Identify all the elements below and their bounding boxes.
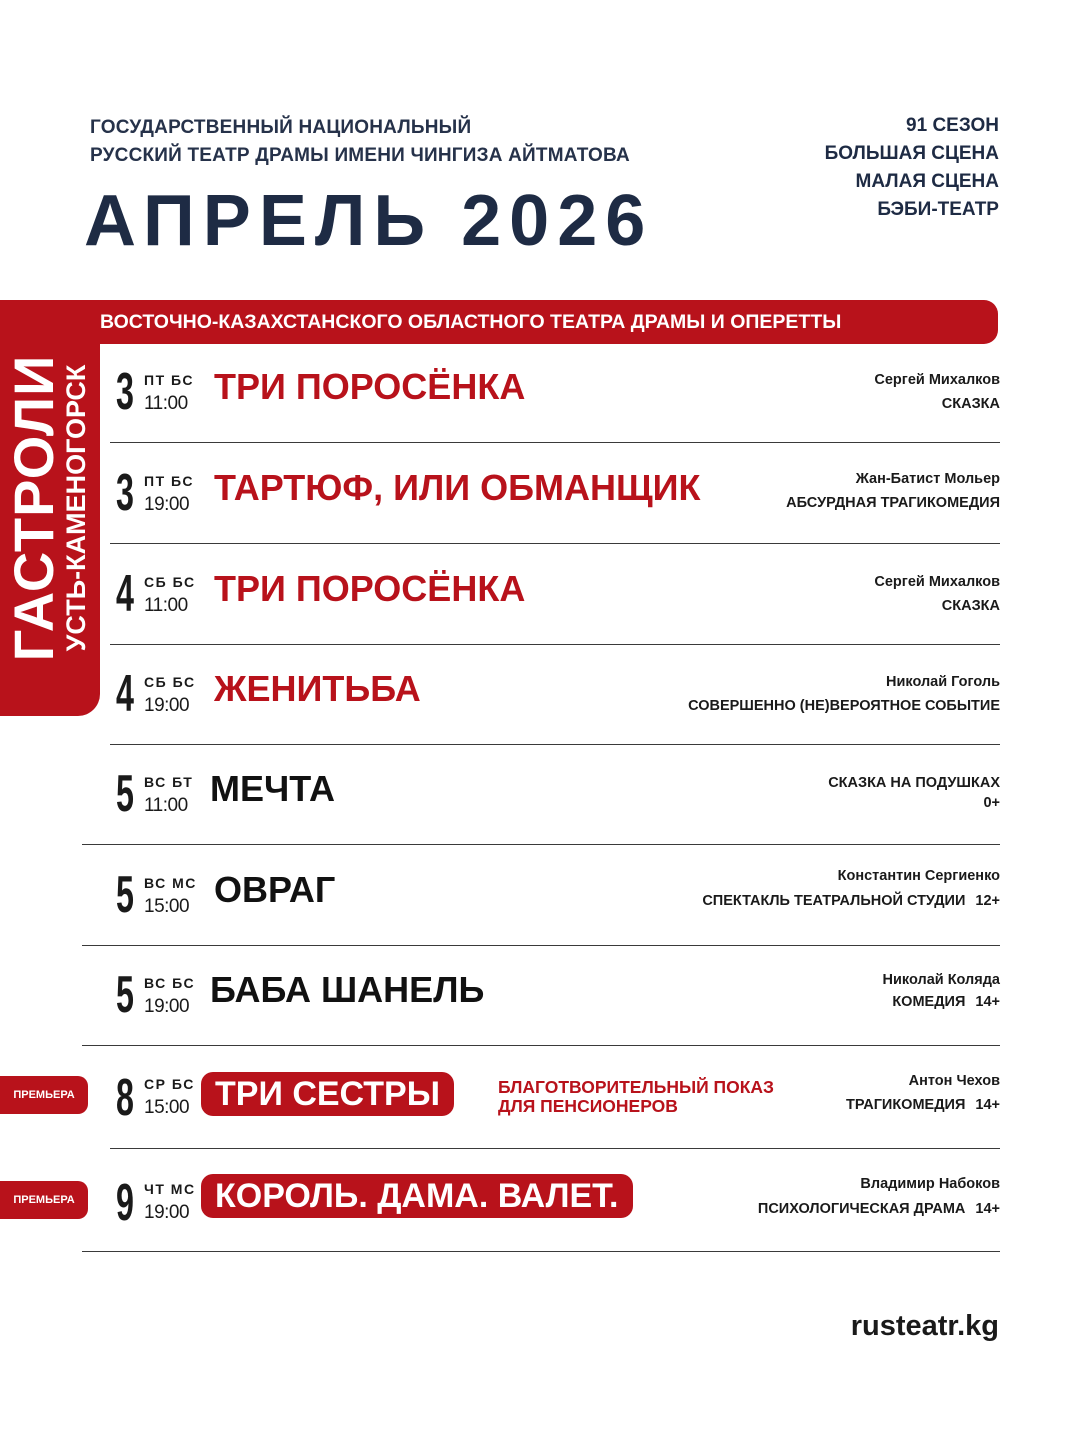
event-genre-text: СПЕКТАКЛЬ ТЕАТРАЛЬНОЙ СТУДИИ: [702, 893, 966, 909]
season-number: 91 СЕЗОН: [906, 115, 999, 136]
event-weekday: ВС: [144, 774, 167, 790]
event-time: 19:00: [144, 494, 190, 515]
event-genre: [892, 991, 1000, 1013]
event-row[interactable]: [13, 1045, 1000, 1149]
event-age: 14+: [975, 1097, 1000, 1113]
event-author: Жан-Батист Мольер: [855, 471, 1000, 487]
event-author: Николай Коляда: [882, 972, 1000, 988]
event-note-line2: ДЛЯ ПЕНСИОНЕРОВ: [498, 1096, 678, 1116]
event-genre: [702, 890, 1000, 912]
event-genre-text: СОВЕРШЕННО (НЕ)ВЕРОЯТНОЕ СОБЫТИЕ: [688, 698, 1000, 714]
event-day: 9: [116, 1174, 134, 1232]
event-weekday: ВС: [144, 975, 167, 991]
event-stage: БС: [172, 975, 196, 991]
event-weekday: ПТ: [144, 473, 166, 489]
event-weekday: СБ: [144, 574, 168, 590]
event-meta: [144, 368, 194, 416]
tour-banner: ВОСТОЧНО-КАЗАХСТАНСКОГО ОБЛАСТНОГО ТЕАТРА ДРАМЫ И ОПЕРЕТТЫ: [86, 300, 998, 344]
event-time: 19:00: [144, 1202, 190, 1223]
event-title: КОРОЛЬ. ДАМА. ВАЛЕТ.: [201, 1174, 633, 1218]
event-genre: [758, 1198, 1000, 1220]
event-author: Сергей Михалков: [874, 372, 1000, 388]
event-row[interactable]: [110, 644, 1000, 745]
event-title: ТРИ ПОРОСЁНКА: [214, 568, 526, 609]
tour-city: УСТЬ-КАМЕНОГОРСК: [61, 364, 91, 652]
event-genre-text: ТРАГИКОМЕДИЯ: [845, 1097, 966, 1113]
season-info: [825, 112, 999, 224]
premiere-badge: ПРЕМЬЕРА: [0, 1076, 88, 1114]
event-time: 11:00: [144, 795, 188, 816]
event-stage: БС: [172, 674, 196, 690]
event-row[interactable]: [110, 443, 1000, 544]
event-title: ЖЕНИТЬБА: [214, 668, 421, 709]
event-day: 4: [116, 565, 134, 623]
month-title: АПРЕЛЬ 2026: [84, 181, 654, 261]
event-age: 12+: [975, 893, 1000, 909]
event-genre: [942, 595, 1000, 617]
event-title: ТРИ СЕСТРЫ: [201, 1072, 454, 1116]
stage-small: МАЛАЯ СЦЕНА: [855, 171, 999, 192]
event-row[interactable]: [110, 342, 1000, 443]
event-day: 4: [116, 665, 134, 723]
event-time: 15:00: [144, 896, 190, 917]
event-genre-text: СКАЗКА: [941, 598, 1000, 614]
event-title: БАБА ШАНЕЛЬ: [210, 969, 485, 1010]
event-weekday: ПТ: [144, 372, 166, 388]
theatre-name-line1: ГОСУДАРСТВЕННЫЙ НАЦИОНАЛЬНЫЙ: [90, 117, 472, 138]
event-author: СКАЗКА НА ПОДУШКАХ: [828, 775, 1000, 791]
event-time: 15:00: [144, 1097, 190, 1118]
event-row[interactable]: [110, 544, 1000, 645]
event-genre-text: ПСИХОЛОГИЧЕСКАЯ ДРАМА: [757, 1201, 966, 1217]
premiere-badge: ПРЕМЬЕРА: [0, 1181, 88, 1219]
event-note: [498, 1078, 774, 1116]
event-meta: [144, 971, 195, 1019]
event-author: Николай Гоголь: [886, 674, 1000, 690]
event-stage: МС: [172, 875, 197, 891]
event-genre: [983, 792, 1000, 814]
event-title: ТАРТЮФ, ИЛИ ОБМАНЩИК: [214, 467, 701, 508]
theatre-name-line2: РУССКИЙ ТЕАТР ДРАМЫ ИМЕНИ ЧИНГИЗА АЙТМАТОВА: [90, 145, 630, 166]
event-author: Антон Чехов: [908, 1073, 1000, 1089]
theatre-name: [90, 114, 630, 170]
event-stage: БС: [171, 1076, 195, 1092]
tour-label: ГАСТРОЛИ: [2, 354, 65, 662]
event-stage: МС: [170, 1181, 196, 1197]
event-title: ОВРАГ: [214, 869, 336, 910]
event-day: 5: [116, 765, 134, 823]
event-author: Константин Сергиенко: [837, 868, 1000, 884]
event-meta: [144, 1072, 195, 1120]
event-genre-text: АБСУРДНАЯ ТРАГИКОМЕДИЯ: [786, 495, 1000, 511]
event-genre: [786, 492, 1000, 514]
event-weekday: СР: [144, 1076, 167, 1092]
event-genre-text: 0+: [983, 795, 1000, 811]
event-day: 3: [116, 464, 134, 522]
event-title: МЕЧТА: [210, 768, 336, 809]
event-day: 5: [116, 866, 134, 924]
event-genre: [942, 393, 1000, 415]
event-meta: [144, 670, 196, 718]
event-genre-text: СКАЗКА: [941, 396, 1000, 412]
event-day: 3: [116, 363, 134, 421]
event-day: 5: [116, 966, 134, 1024]
stage-big: БОЛЬШАЯ СЦЕНА: [824, 143, 999, 164]
event-age: 14+: [975, 994, 1000, 1010]
event-time: 11:00: [144, 595, 188, 616]
event-author: Сергей Михалков: [874, 574, 1000, 590]
tour-vertical-label: [0, 300, 100, 716]
event-meta: [144, 1177, 196, 1225]
event-weekday: ВС: [144, 875, 167, 891]
website-link[interactable]: rusteatr.kg: [850, 1310, 999, 1342]
event-genre: [846, 1094, 1000, 1116]
event-author: Владимир Набоков: [860, 1176, 1000, 1192]
event-age: 14+: [975, 1201, 1000, 1217]
event-meta: [144, 469, 194, 517]
event-weekday: ЧТ: [144, 1181, 166, 1197]
event-row[interactable]: [82, 744, 1000, 845]
event-row[interactable]: [82, 945, 1000, 1046]
event-title: ТРИ ПОРОСЁНКА: [214, 366, 526, 407]
event-time: 11:00: [144, 393, 188, 414]
event-note-line1: БЛАГОТВОРИТЕЛЬНЫЙ ПОКАЗ: [498, 1077, 775, 1097]
stage-baby: БЭБИ-ТЕАТР: [877, 199, 999, 220]
event-row[interactable]: [13, 1150, 1000, 1252]
event-row[interactable]: [82, 845, 1000, 946]
event-genre-text: КОМЕДИЯ: [892, 994, 966, 1010]
event-stage: БТ: [172, 774, 194, 790]
event-stage: БС: [171, 473, 195, 489]
event-genre: [688, 695, 1000, 717]
event-stage: БС: [171, 372, 195, 388]
event-weekday: СБ: [144, 674, 168, 690]
event-meta: [144, 871, 197, 919]
event-meta: [144, 570, 196, 618]
event-meta: [144, 770, 193, 818]
event-time: 19:00: [144, 695, 190, 716]
event-time: 19:00: [144, 996, 190, 1017]
event-stage: БС: [172, 574, 196, 590]
event-day: 8: [116, 1069, 134, 1127]
